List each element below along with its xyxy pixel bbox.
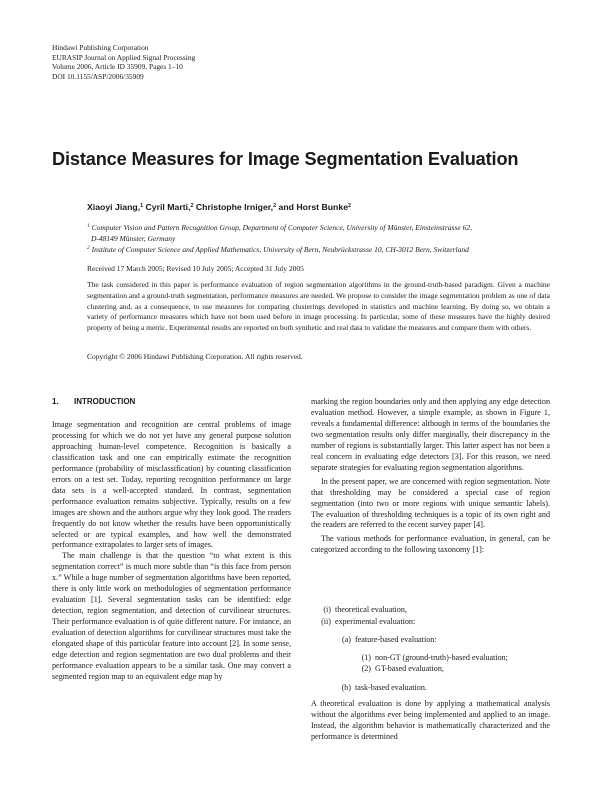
list-item-text: feature-based evaluation: [355, 635, 437, 644]
author-affiliation-mark: 2 [348, 203, 352, 209]
author-affiliation-mark: 2 [273, 203, 277, 209]
list-item-text: task-based evaluation. [355, 683, 427, 692]
author-affiliation-mark: 2 [190, 203, 194, 209]
taxonomy-item [331, 683, 427, 692]
list-marker: (2) [361, 664, 371, 673]
author-list [87, 202, 547, 212]
doi-line: DOI 10.1155/ASP/2006/35909 [52, 71, 144, 81]
journal-line: EURASIP Journal on Applied Signal Processing [52, 52, 196, 62]
section-title: INTRODUCTION [74, 397, 136, 406]
section-number: 1. [52, 397, 59, 406]
list-marker: (1) [361, 653, 371, 662]
taxonomy-item [311, 617, 415, 626]
author-name: and Horst Bunke [278, 202, 349, 212]
body-paragraph: marking the region boundaries only and then applying any edge detection evaluation method. However, a simple example, as shown in Figure 1, reveals a fundamental difference: although in terms of the boundaries the two segmentation results only differ marginally, their discrepancy in the number of regions is substantially larger. This latter aspect has not been a real concern in evaluating edge detectors [3]. For this reason, we need separate strategies for evaluating region segmentation algorithms. [311, 397, 550, 472]
list-item-text: non-GT (ground-truth)-based evaluation; [375, 653, 508, 662]
affiliation-1 [87, 223, 557, 244]
body-paragraph: In the present paper, we are concerned with region segmentation. Note that thresholding may be considered a special case of region segmentation (into two or more regions with unique semantic labels). The evaluation of thresholding techniques is a topic of its own right and the readers are referred to the recent survey paper [4]. [311, 476, 550, 530]
left-column [52, 420, 291, 683]
affiliation-text: D-48149 Münster, Germany [91, 233, 176, 243]
body-paragraph: The main challenge is that the question “to what extent is this segmentation correct” is much more subtle than “is this face from person x.” While a huge number of segmentation algorithms have been reported, there is only little work on methodologies of segmentation performance evaluation [1]. Several segmentation tasks can be identified: edge detection, region segmentation, and detection of curvilinear structures. Their performance evaluation is of quite different nature. For instance, an evaluation of detection algorithms for curvilinear structures must take the elongated shape of this particular feature into account [2]. In some sense, edge detection and region segmentation are two dual problems and their performance evaluation appears to be a similar task. One may convert a segmented region map to an equivalent edge map by [52, 551, 291, 681]
affiliation-number: 2 [87, 245, 90, 251]
author-name: Cyril Marti, [145, 202, 191, 212]
abstract: The task considered in this paper is performance evaluation of region segmentation algorithms in the ground-truth-based paradigm. Given a machine segmentation and a ground-truth segmentation, performance measures are needed. We propose to consider the image segmentation problem as one of data clustering and, as a consequence, to use measures for comparing clusterings developed in statistics and machine learning. By doing so, we obtain a variety of performance measures which have not been used before in image processing. In particular, some of these measures have the highly desired property of being a metric. Experimental results are reported on both synthetic and real data to validate the measures and compare them with others. [87, 280, 550, 332]
volume-line: Volume 2006, Article ID 35909, Pages 1–10 [52, 62, 183, 72]
list-item-text: theoretical evaluation, [335, 605, 407, 614]
list-marker: (ii) [321, 617, 331, 626]
taxonomy-item [331, 635, 437, 644]
affiliation-number: 1 [87, 223, 90, 229]
taxonomy-item [311, 605, 407, 614]
author-affiliation-mark: 1 [140, 203, 144, 209]
section-heading [52, 397, 135, 406]
journal-masthead [52, 43, 352, 81]
copyright-notice: Copyright © 2006 Hindawi Publishing Corporation. All rights reserved. [87, 352, 303, 361]
body-paragraph: Image segmentation and recognition are central problems of image processing for which we do not yet have any general purpose solution approaching human-level competence. Recognition is basically a classification task and one can empirically estimate the recognition performance (probability of misclassification) by counting classification errors on a test set. Today, reporting recognition performance on large data sets is a well-accepted standard. In contrast, segmentation performance evaluation remains subjective. Typically, results on a few images are shown and the authors argue why they look good. The readers frequently do not know whether the results have been opportunistically selected or are typical examples, and how well the demonstrated performance extrapolates to larger sets of images. [52, 420, 291, 550]
publisher-line: Hindawi Publishing Corporation [52, 43, 149, 52]
list-marker: (a) [342, 635, 351, 644]
taxonomy-item [355, 664, 444, 673]
received-dates: Received 17 March 2005; Revised 10 July 2005; Accepted 31 July 2005 [87, 264, 304, 273]
list-item-text: GT-based evaluation, [375, 664, 444, 673]
paper-title: Distance Measures for Image Segmentation Evaluation [52, 149, 519, 169]
taxonomy-item [355, 653, 508, 662]
list-marker: (b) [341, 683, 351, 692]
affiliation-text: Institute of Computer Science and Applied Mathematics, University of Bern, Neubrückstrasse 10, CH-3012 Bern, Switzerland [91, 245, 469, 254]
affiliation-text: Computer Vision and Pattern Recognition Group, Department of Computer Science, University of Münster, Einsteinstrasse 62, [91, 223, 472, 232]
right-column [311, 397, 550, 556]
list-item-text: experimental evaluation: [335, 617, 416, 626]
body-paragraph: A theoretical evaluation is done by applying a mathematical analysis without the algorithms ever being implemented and applied to an image. Instead, the algorithm behavior is mathematically characterized and the performance is determined [311, 699, 550, 741]
author-name: Xiaoyi Jiang, [87, 202, 141, 212]
list-marker: (i) [323, 605, 331, 614]
author-name: Christophe Irniger, [195, 202, 274, 212]
affiliation-2 [87, 245, 557, 256]
body-paragraph: The various methods for performance evaluation, in general, can be categorized according to the following taxonomy [1]: [311, 534, 550, 555]
right-column-closing [311, 699, 550, 743]
